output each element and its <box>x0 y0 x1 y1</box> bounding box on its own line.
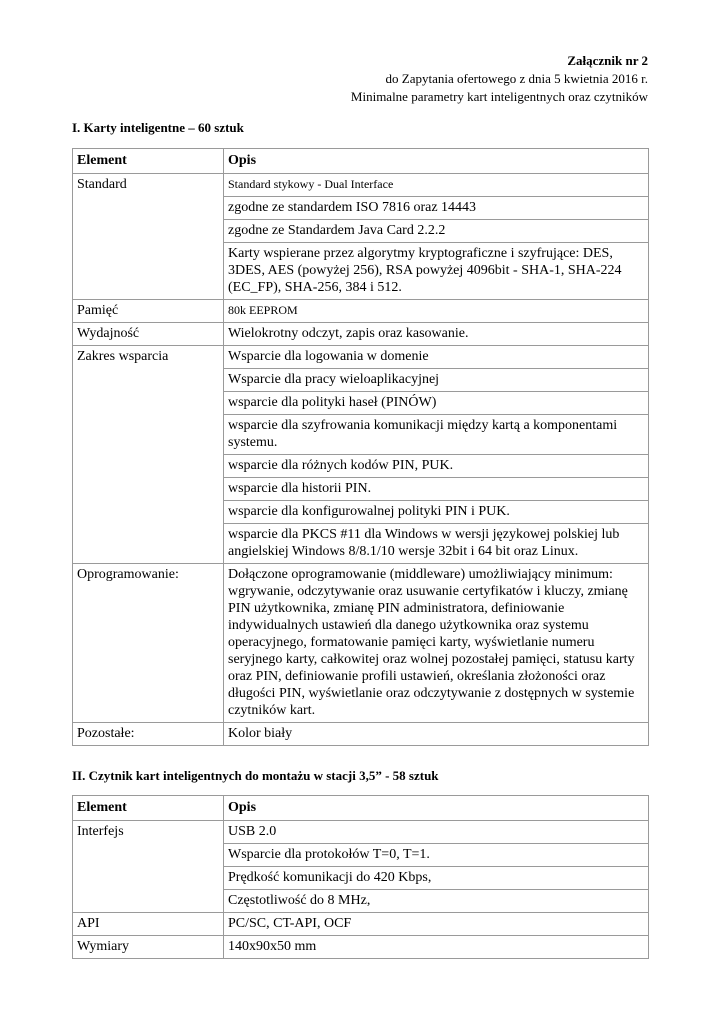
table-cell: wsparcie dla historii PIN. <box>224 478 649 501</box>
table-header-row <box>73 796 649 821</box>
table-cell: zgodne ze standardem ISO 7816 oraz 14443 <box>224 197 649 220</box>
table-cell: PC/SC, CT-API, OCF <box>224 913 649 936</box>
row-label-dimensions: Wymiary <box>73 936 224 959</box>
section-2-title: II. Czytnik kart inteligentnych do montażu w stacji 3,5” - 58 sztuk <box>72 768 439 783</box>
table-cell: Dołączone oprogramowanie (middleware) umożliwiający minimum: wgrywanie, odczytywanie oraz usuwanie certyfikatów i kluczy, zmianę PIN użytkownika, zmianę PIN administratora, definiowanie indywidualnych ustawień dla danego użytkownika oraz systemu operacyjnego, formatowanie pamięci karty, wyświetlanie numeru seryjnego karty, całkowitej oraz wolnej pozostałej pamięci, statusu karty oraz PIN, definiowanie profili ustawień, określania złożoności oraz długości PIN, wyświetlanie oraz odczytywanie z dostępnych w systemie czytników kart. <box>224 564 649 723</box>
row-label-memory: Pamięć <box>73 300 224 323</box>
attachment-description: Minimalne parametry kart inteligentnych oraz czytników <box>350 89 648 104</box>
table-row <box>73 913 649 936</box>
attachment-subtitle: do Zapytania ofertowego z dnia 5 kwietnia 2016 r. <box>385 71 648 86</box>
column-header-description: Opis <box>224 149 649 174</box>
table-cell: Kolor biały <box>224 723 649 746</box>
table-cell: Wsparcie dla logowania w domenie <box>224 346 649 369</box>
column-header-element: Element <box>73 796 224 821</box>
row-label-support-scope: Zakres wsparcia <box>73 346 224 564</box>
smart-cards-table <box>72 148 649 746</box>
table-row <box>73 300 649 323</box>
row-label-api: API <box>73 913 224 936</box>
attachment-title: Załącznik nr 2 <box>567 53 648 68</box>
row-label-software: Oprogramowanie: <box>73 564 224 723</box>
table-cell: wsparcie dla polityki haseł (PINÓW) <box>224 392 649 415</box>
table-cell: Częstotliwość do 8 MHz, <box>224 890 649 913</box>
table-cell: Standard stykowy - Dual Interface <box>224 174 649 197</box>
column-header-element: Element <box>73 149 224 174</box>
attachment-header <box>351 52 648 106</box>
table-cell: 140x90x50 mm <box>224 936 649 959</box>
table-cell: Wsparcie dla protokołów T=0, T=1. <box>224 844 649 867</box>
table-header-row <box>73 149 649 174</box>
row-label-performance: Wydajność <box>73 323 224 346</box>
table-row <box>73 723 649 746</box>
table-row <box>73 936 649 959</box>
table-cell: USB 2.0 <box>224 821 649 844</box>
table-row <box>73 564 649 723</box>
column-header-description: Opis <box>224 796 649 821</box>
section-1-title: I. Karty inteligentne – 60 sztuk <box>72 120 244 135</box>
table-row <box>73 174 649 197</box>
table-row <box>73 821 649 844</box>
table-row <box>73 323 649 346</box>
table-cell: Wielokrotny odczyt, zapis oraz kasowanie. <box>224 323 649 346</box>
row-label-interface: Interfejs <box>73 821 224 913</box>
table-cell: wsparcie dla PKCS #11 dla Windows w wersji językowej polskiej lub angielskiej Windows 8/8.1/10 wersje 32bit i 64 bit oraz Linux. <box>224 524 649 564</box>
table-cell: 80k EEPROM <box>224 300 649 323</box>
table-cell: Prędkość komunikacji do 420 Kbps, <box>224 867 649 890</box>
table-cell: wsparcie dla konfigurowalnej polityki PIN i PUK. <box>224 501 649 524</box>
table-cell: wsparcie dla różnych kodów PIN, PUK. <box>224 455 649 478</box>
row-label-other: Pozostałe: <box>73 723 224 746</box>
table-cell: Wsparcie dla pracy wieloaplikacyjnej <box>224 369 649 392</box>
table-cell: zgodne ze Standardem Java Card 2.2.2 <box>224 220 649 243</box>
table-cell: wsparcie dla szyfrowania komunikacji między kartą a komponentami systemu. <box>224 415 649 455</box>
table-cell: Karty wspierane przez algorytmy kryptograficzne i szyfrujące: DES, 3DES, AES (powyżej 256), RSA powyżej 4096bit - SHA-1, SHA-224 (EC_FP), SHA-256, 384 i 512. <box>224 243 649 300</box>
table-row <box>73 346 649 369</box>
card-readers-table <box>72 795 649 959</box>
row-label-standard: Standard <box>73 174 224 300</box>
